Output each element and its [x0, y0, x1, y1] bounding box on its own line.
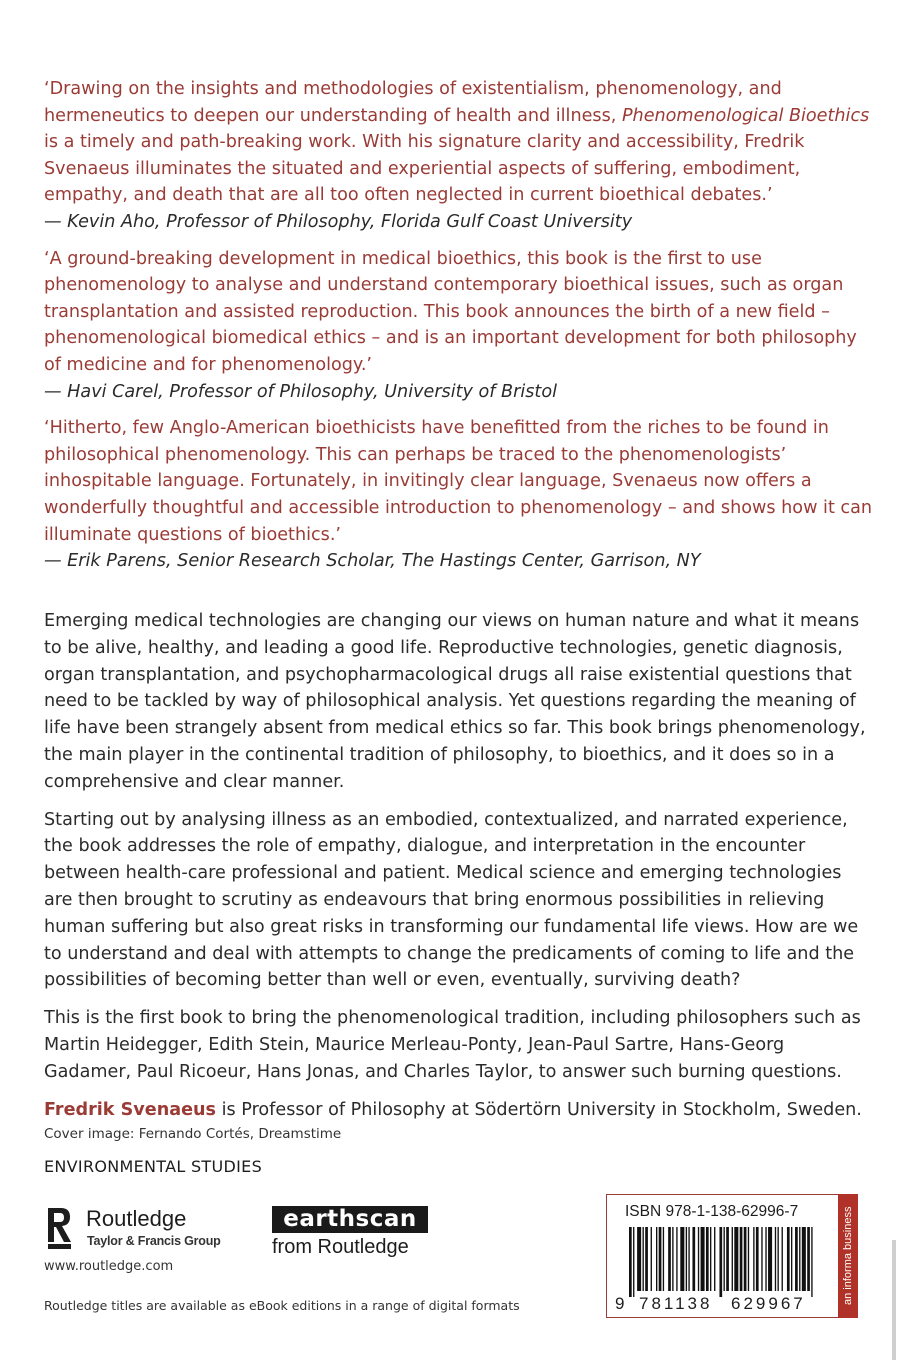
barcode-bar: [698, 1227, 699, 1291]
quote-1-book-title: Phenomenological Bioethics: [621, 105, 870, 126]
endorsement-attribution-2: — Havi Carel, Professor of Philosophy, University of Bristol: [44, 381, 557, 402]
barcode-bar: [768, 1227, 772, 1291]
barcode-bar: [692, 1227, 695, 1291]
barcode-digit-lead: 9: [615, 1294, 625, 1313]
ebook-note: Routledge titles are available as eBook editions in a range of digital formats: [44, 1298, 520, 1313]
barcode-bar: [724, 1227, 725, 1291]
barcode-bar: [753, 1227, 754, 1291]
barcode-bar: [795, 1227, 798, 1291]
barcode-bar: [719, 1227, 722, 1297]
earthscan-logo: [272, 1206, 432, 1262]
barcode-bar: [787, 1227, 790, 1291]
barcode-bar: [706, 1227, 709, 1291]
barcode-digits-right: 629967: [731, 1294, 806, 1313]
description-paragraph-1: Emerging medical technologies are changing our views on human nature and what it means to be alive, healthy, and leading a good life. Reproductive technologies, genetic diagnosis, organ transplantation, and psychopharmacological drugs all raise existential questions that need to be tackled by way of philosophical analysis. Yet questions regarding the meaning of life have been strangely absent from medical ethics so far. This book brings phenomenology, the main player in the continental tradition of philosophy, to bioethics, and it does so in a comprehensive and clear manner.: [44, 611, 866, 792]
barcode-bar: [740, 1227, 743, 1291]
barcode-bar: [680, 1227, 684, 1291]
barcode-bar: [637, 1227, 641, 1291]
barcode-bar: [756, 1227, 759, 1291]
informa-label: an informa business: [842, 1206, 854, 1306]
subject-category: ENVIRONMENTAL STUDIES: [44, 1157, 263, 1176]
routledge-logo: [44, 1204, 244, 1254]
description-paragraph-3: This is the first book to bring the phenomenological tradition, including philosophers such as Martin Heidegger, Edith Stein, Maurice Merleau-Ponty, Jean-Paul Sartre, Hans-Georg Gadamer, Paul Ricoeur, Hans Jonas, and Charles Taylor, to answer such burning questions.: [44, 1008, 861, 1082]
barcode-bar: [686, 1227, 687, 1291]
barcode-bar: [765, 1227, 766, 1291]
barcode-bar: [778, 1227, 779, 1291]
barcode-bar: [744, 1227, 747, 1291]
endorsement-attribution-1: — Kevin Aho, Professor of Philosophy, Florida Gulf Coast University: [44, 211, 633, 232]
routledge-group: Taylor & Francis Group: [87, 1234, 221, 1248]
endorsement-quote-1: [44, 76, 874, 209]
barcode-bar: [663, 1227, 664, 1291]
book-description: [44, 608, 874, 1134]
barcode-bar: [726, 1227, 729, 1291]
endorsement-quote-3: ‘Hitherto, few Anglo-American bioethicists have benefitted from the riches to be found in philosophical phenomenology. This can perhaps be traced to the phenomenologists’ inhospitable language. Fortunately, in invitingly clear language, Svenaeus now offers a wonderfully thoughtful and accessible introduction to phenomenology – and shows how it can illuminate questions of bioethics.’: [44, 418, 873, 545]
page-edge-mark: [892, 1240, 896, 1360]
barcode-digits-left: 781138: [639, 1294, 713, 1313]
quote-1-text-b: is a timely and path-breaking work. With his signature clarity and accessibility, Fredrik Svenaeus illuminates the situated and experiential aspects of suffering, embodiment, empathy, and death that are all too often neglected in current bioethical debates.’: [44, 132, 805, 206]
routledge-name: Routledge: [86, 1206, 187, 1231]
barcode-bar: [791, 1227, 792, 1291]
barcode-bar: [629, 1227, 632, 1297]
isbn-label: ISBN 978-1-138-62996-7: [625, 1203, 799, 1220]
barcode-bar: [734, 1227, 738, 1291]
barcode-bar: [811, 1227, 812, 1297]
barcode-bar: [672, 1227, 673, 1291]
barcode-bar: [748, 1227, 749, 1291]
publisher-website: www.routledge.com: [44, 1259, 174, 1274]
barcode-bar: [775, 1227, 776, 1291]
author-name: Fredrik Svenaeus: [44, 1099, 217, 1120]
quote-1-text-a: ‘Drawing on the insights and methodologies of existentialism, phenomenology, and hermeneutics to deepen our understanding of health and illness,: [44, 79, 782, 126]
barcode-bar: [651, 1227, 652, 1291]
author-bio-text: is Professor of Philosophy at Södertörn University in Stockholm, Sweden.: [216, 1099, 862, 1120]
description-paragraph-2: Starting out by analysing illness as an embodied, contextualized, and narrated experience, the book addresses the role of empathy, dialogue, and interpretation in the encounter between health-care professional and patient. Medical science and emerging technologies are then brought to scrutiny as endeavours that bring enormous possibilities in relieving human suffering but also great risks in transforming our fundamental life views. How are we to understand and deal with attempts to change the predicaments of coming to life and the possibilities of becoming better than well or even, eventually, surviving death?: [44, 809, 859, 991]
routledge-mark-icon: [44, 1204, 74, 1252]
barcode-bar: [688, 1227, 689, 1291]
barcode-bar: [668, 1227, 671, 1291]
barcode-bar: [659, 1227, 662, 1291]
endorsement-quote-2: ‘A ground-breaking development in medical bioethics, this book is the first to use phenomenology to analyse and understand contemporary bioethical issues, such as organ transplantation and assisted reproduction. This book announces the birth of a new field – phenomenological biomedical ethics – and is an important development for both philosophy of medicine and for phenomenology.’: [44, 248, 857, 375]
barcode-bar: [799, 1227, 800, 1291]
author-bio: [44, 1097, 874, 1124]
barcode-bar: [701, 1227, 705, 1291]
barcode-bar: [732, 1227, 733, 1291]
endorsements: [44, 76, 874, 585]
barcode-bar: [807, 1227, 810, 1291]
barcode-bar: [802, 1227, 806, 1291]
barcode-bar: [645, 1227, 648, 1291]
barcode-bar: [782, 1227, 783, 1291]
cover-credit: Cover image: Fernando Cortés, Dreamstime: [44, 1126, 342, 1142]
barcode-bar: [643, 1227, 644, 1291]
barcode-bar: [761, 1227, 762, 1291]
barcode-bar: [633, 1227, 634, 1297]
barcode-bar: [710, 1227, 711, 1291]
earthscan-from-routledge: from Routledge: [272, 1236, 409, 1258]
barcode-bar: [676, 1227, 677, 1291]
barcode-panel: [606, 1194, 840, 1318]
endorsement-attribution-3: — Erik Parens, Senior Research Scholar, The Hastings Center, Garrison, NY: [44, 551, 701, 572]
barcode-bar: [714, 1227, 715, 1291]
earthscan-wordmark: earthscan: [272, 1206, 428, 1233]
barcode-icon: [613, 1227, 833, 1313]
barcode-bar: [656, 1227, 657, 1291]
